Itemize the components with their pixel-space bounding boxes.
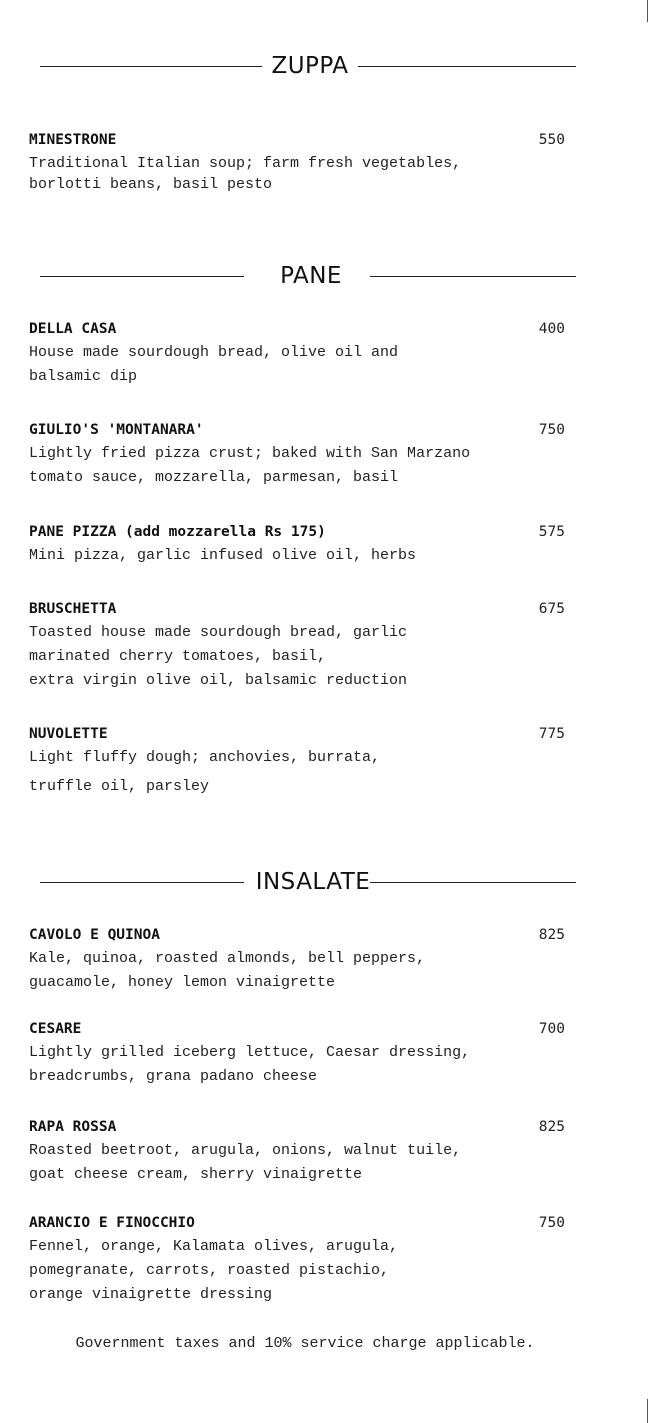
- item-name: DELLA CASA: [29, 321, 117, 337]
- menu-item: [29, 522, 569, 568]
- item-name: BRUSCHETTA: [29, 601, 117, 617]
- item-price: 550: [538, 132, 565, 148]
- item-name: PANE PIZZA (add mozzarella Rs 175): [29, 524, 326, 540]
- menu-item: [29, 420, 569, 490]
- menu-item: [29, 319, 569, 389]
- item-desc-line: Roasted beetroot, arugula, onions, walnut tuile,: [29, 1142, 462, 1159]
- item-desc-line: Light fluffy dough; anchovies, burrata,: [29, 749, 381, 766]
- header-rule-right: [370, 882, 576, 883]
- header-rule-left: [40, 66, 262, 67]
- item-price: 675: [538, 601, 565, 617]
- item-desc-line: orange vinaigrette dressing: [29, 1286, 273, 1303]
- header-rule-left: [40, 882, 244, 883]
- section-title: PANE: [280, 263, 342, 289]
- item-desc-line: truffle oil, parsley: [29, 778, 210, 795]
- item-price: 400: [538, 321, 565, 337]
- item-desc-line: Traditional Italian soup; farm fresh vegetables,: [29, 155, 462, 172]
- item-desc-line: Toasted house made sourdough bread, garlic: [29, 624, 408, 641]
- item-desc-line: breadcrumbs, grana padano cheese: [29, 1068, 318, 1085]
- item-name: CESARE: [29, 1021, 82, 1037]
- section-header-zuppa: [40, 51, 576, 81]
- item-price: 750: [538, 1215, 565, 1231]
- item-desc-line: guacamole, honey lemon vinaigrette: [29, 974, 336, 991]
- item-desc-line: Mini pizza, garlic infused olive oil, herbs: [29, 547, 417, 564]
- item-desc-line: goat cheese cream, sherry vinaigrette: [29, 1166, 363, 1183]
- item-price: 575: [538, 524, 565, 540]
- section-title: ZUPPA: [271, 53, 349, 79]
- item-desc-line: pomegranate, carrots, roasted pistachio,: [29, 1262, 390, 1279]
- item-price: 825: [538, 927, 565, 943]
- section-header-insalate: [40, 867, 576, 897]
- item-price: 825: [538, 1119, 565, 1135]
- section-title: INSALATE: [255, 869, 371, 895]
- item-desc-line: Fennel, orange, Kalamata olives, arugula,: [29, 1238, 399, 1255]
- item-name: MINESTRONE: [29, 132, 117, 148]
- section-header-pane: [40, 261, 576, 291]
- item-name: ARANCIO E FINOCCHIO: [29, 1215, 195, 1231]
- tax-service-note: Government taxes and 10% service charge applicable.: [75, 1335, 535, 1352]
- menu-item: [29, 925, 569, 995]
- menu-item: [29, 1019, 569, 1089]
- item-desc-line: extra virgin olive oil, balsamic reduction: [29, 672, 408, 689]
- item-desc-line: balsamic dip: [29, 368, 138, 385]
- item-desc-line: Lightly fried pizza crust; baked with San Marzano: [29, 445, 471, 462]
- item-desc-line: Lightly grilled iceberg lettuce, Caesar dressing,: [29, 1044, 471, 1061]
- item-desc-line: marinated cherry tomatoes, basil,: [29, 648, 327, 665]
- menu-item: [29, 724, 569, 799]
- item-desc-line: House made sourdough bread, olive oil and: [29, 344, 399, 361]
- item-desc-line: borlotti beans, basil pesto: [29, 176, 273, 193]
- page-edge-mark-bottom: [647, 1399, 648, 1423]
- item-price: 750: [538, 422, 565, 438]
- menu-item: [29, 1213, 569, 1307]
- item-price: 775: [538, 726, 565, 742]
- menu-item: [29, 130, 569, 197]
- header-rule-right: [370, 276, 576, 277]
- item-price: 700: [538, 1021, 565, 1037]
- page-edge-mark-top: [647, 0, 648, 22]
- item-desc-line: tomato sauce, mozzarella, parmesan, basil: [29, 469, 399, 486]
- item-name: NUVOLETTE: [29, 726, 108, 742]
- header-rule-right: [358, 66, 576, 67]
- menu-item: [29, 1117, 569, 1187]
- item-name: RAPA ROSSA: [29, 1119, 117, 1135]
- item-name: CAVOLO E QUINOA: [29, 927, 160, 943]
- item-name: GIULIO'S 'MONTANARA': [29, 422, 204, 438]
- menu-item: [29, 599, 569, 693]
- item-desc-line: Kale, quinoa, roasted almonds, bell peppers,: [29, 950, 426, 967]
- header-rule-left: [40, 276, 244, 277]
